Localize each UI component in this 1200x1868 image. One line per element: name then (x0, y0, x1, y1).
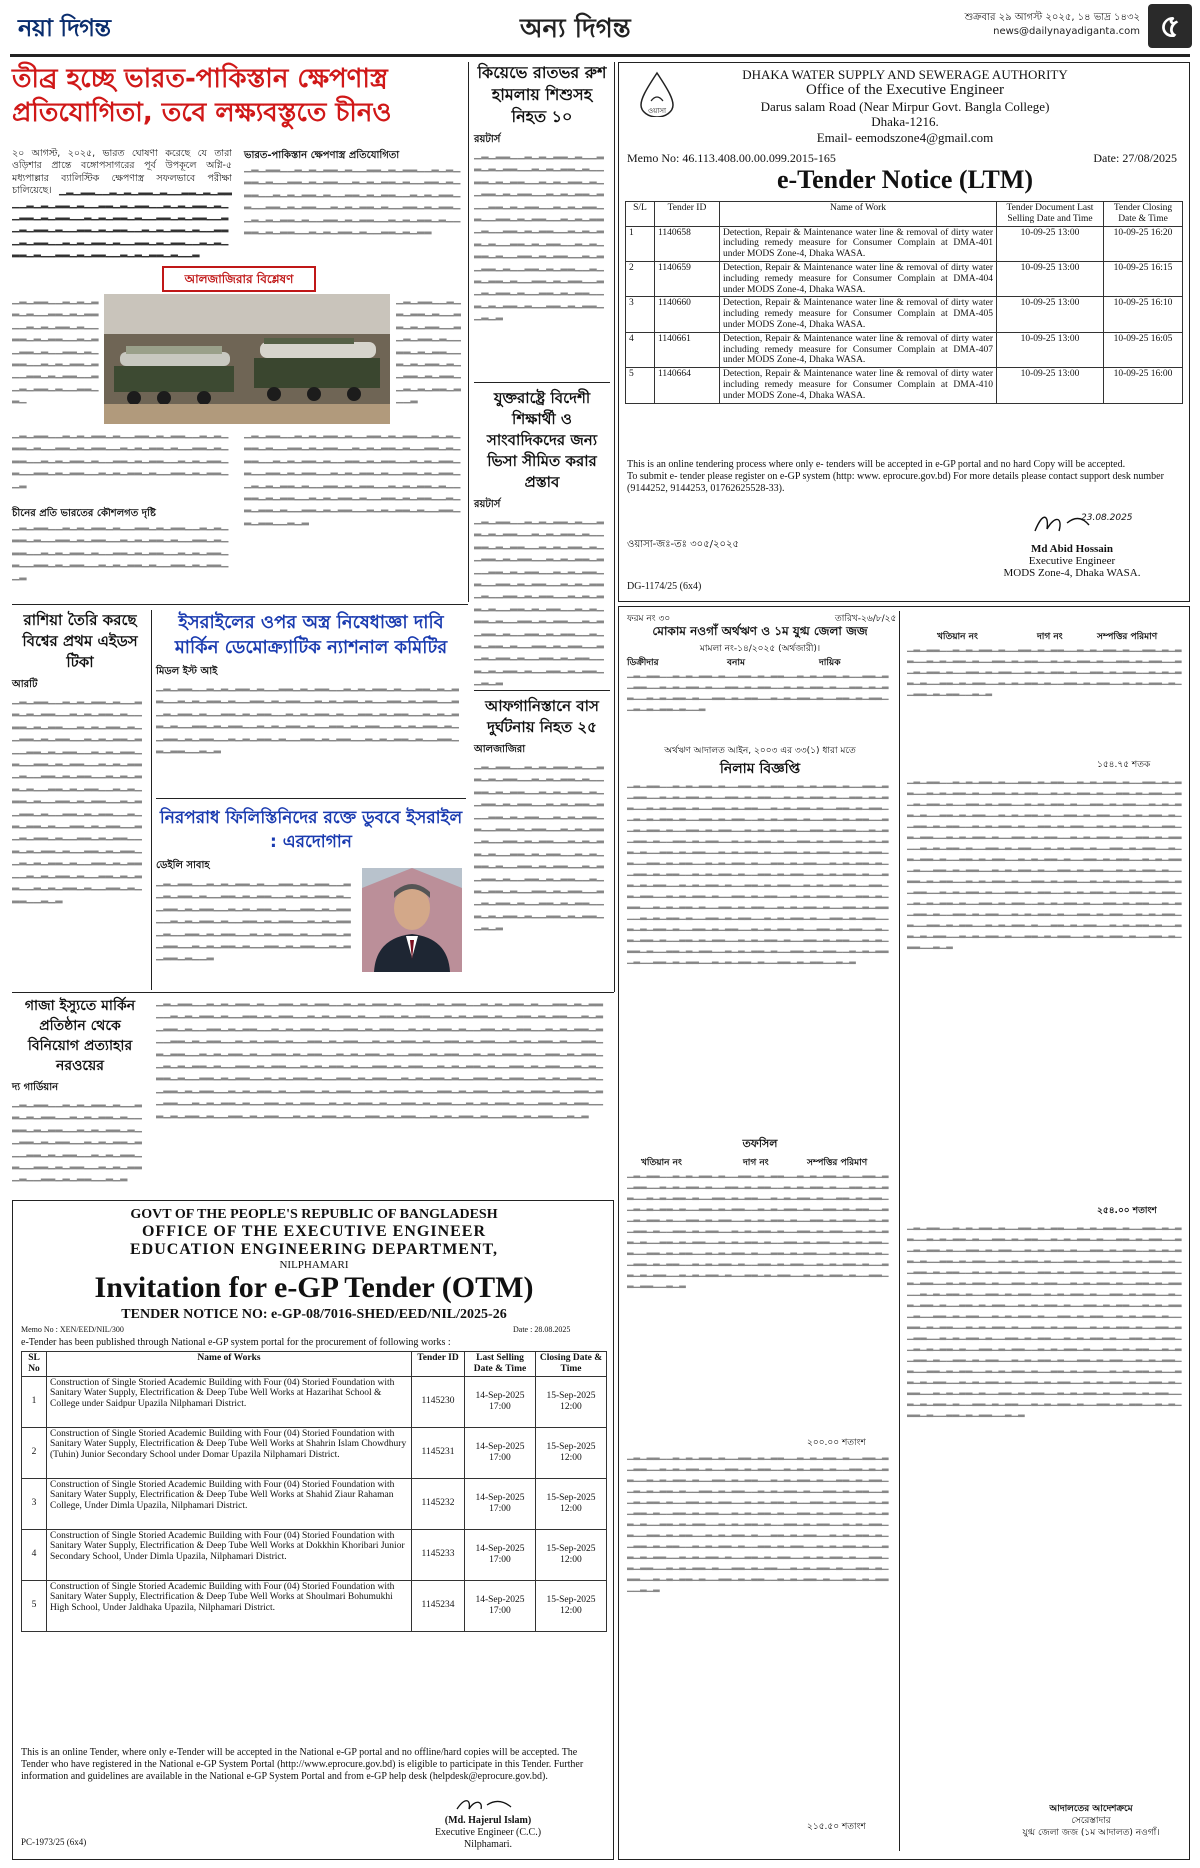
cell-selling: 10-09-25 13:00 (997, 261, 1104, 296)
egp-table-header (22, 1352, 607, 1377)
court-col-divider (899, 611, 900, 1851)
egp-govt: GOVT OF THE PEOPLE'S REPUBLIC OF BANGLADESH (130, 1207, 498, 1222)
cell-id: 1145231 (412, 1427, 465, 1478)
cell-work: Construction of Single Storied Academic Building with Four (04) Storied Foundation with Sanitary Water Supply, Electrification & Deep Tube Well Works at Dokkhin Khoribari Junior Secondary School, Under Dimla Upazila, Nilphamari District. (47, 1529, 412, 1580)
russia-body: ▁▂▁▂▂▁▁▂▁▂▁▂▂▁▂▁▁▂▂▁▂▁▂▂▁▁▂▁▂▁▂▂▁▂▁▁▂▂▁▂▁▂▂▁▁▂▁▂▁▂▂▁▂▁▁▂▂▁▂▁▂▂▁▁▂▁▂▁▂▂▁▂▁▁▂▂▁▂▁▂▂▁▁▂▁▂▁▂▂▁▂▁▁▂▂▁▂▁▂▂▁▁▂▁▂▁▂▂▁▂▁▁▂▂▁▂▁▂▂▁▁▂▁▂▁▂▂▁▂▁▁▂▂▁▂▁▂▂▁▁▂▁▂▁▂▂▁▂▁▁▂▂▁▂▁▂▂▁▁▂▁▂▁▂▂▁▂▁▁▂▂▁▂▁▂▂▁▁▂▁▂▁▂▂▁▂▁▁▂▂▁▂▁▂▂▁▁▂▁▂▁▂▂▁▂▁▁▂▂▁▂▁▂▂▁▁▂▁▂▁▂▂▁▂▁▁▂▂▁▂▁▂▂▁▁▂▁▂ (474, 149, 604, 322)
egp-signature (453, 1795, 533, 1815)
cell-work: Detection, Repair & Maintenance water line & removal of dirty water including remedy measure for Consumer Complain at DMA-405 under MODS Zone-4, Dhaka WASA. (720, 297, 997, 332)
sched-right-total-2: ২৫৪.০০ শতাংশ (1097, 1206, 1157, 1216)
dwasa-title: e-Tender Notice (LTM) (776, 165, 1034, 194)
lead-story (12, 62, 464, 602)
cell-id: 1145230 (412, 1376, 465, 1427)
court-notice-title: নিলাম বিজ্ঞপ্তি (719, 761, 801, 777)
rule-us-afghan (474, 690, 610, 691)
erdogan-body: ▁▂▁▂▂▁▁▂▁▂▁▂▂▁▂▁▁▂▂▁▂▁▂▂▁▁▂▁▂▁▂▂▁▂▁▁▂▂▁▂▁▂▂▁▁▂▁▂▁▂▂▁▂▁▁▂▂▁▂▁▂▂▁▁▂▁▂▁▂▂▁▂▁▁▂▂▁▂▁▂▂▁▁▂▁▂▁▂▂▁▂▁▁▂▂▁▂▁▂▂▁▁▂▁▂▁▂▂▁▂▁▁▂▂▁▂▁▂▂▁▁▂▁▂▁▂▂▁▂▁▁▂▂▁▂▁▂▂▁▁▂▁▂▁▂▂▁▂▁▁▂▂▁▂▁▂▂▁▁▂▁▂▁▂▂▁▂▁▁▂ (156, 876, 351, 962)
signatory-office: MODS Zone-4, Dhaka WASA. (1003, 567, 1141, 579)
lead-headline-line2[interactable]: প্রতিযোগিতা, তবে লক্ষ্যবস্তুতে চীনও (12, 98, 392, 128)
israel-source: মিডল ইস্ট আই (156, 666, 218, 677)
sched-right-h3: সম্পত্তির পরিমাণ (1097, 632, 1158, 642)
missile-parade-image (104, 294, 390, 424)
cell-closing: 15-Sep-2025 12:00 (536, 1376, 607, 1427)
table-row (626, 368, 1183, 403)
rule-israel-erdogan (156, 798, 466, 799)
us-visa-story (474, 388, 610, 688)
vaccine-source: আরটি (12, 679, 38, 690)
cell-closing: 15-Sep-2025 12:00 (536, 1529, 607, 1580)
lead-headline-line1[interactable]: তীব্র হচ্ছে ভারত-পাকিস্তান ক্ষেপণাস্ত্র (12, 64, 388, 94)
portrait-image (362, 868, 462, 972)
erdogan-story (156, 806, 466, 992)
court-sign-block (999, 1803, 1183, 1839)
lead-body-bottom-right: ▁▂▁▂▂▁▁▂▁▂▁▂▂▁▂▁▁▂▂▁▂▁▂▂▁▁▂▁▂▁▂▂▁▂▁▁▂▂▁▂▁▂▂▁▁▂▁▂▁▂▂▁▂▁▁▂▂▁▂▁▂▂▁▁▂▁▂▁▂▂▁▂▁▁▂▂▁▂▁▂▂▁▁▂▁▂▁▂▂▁▂▁▁▂▂▁▂▁▂▂▁▁▂▁▂▁▂▂▁▂▁▁▂▂▁▂▁▂▂▁▁▂▁▂▁▂▂▁▂▁▁▂▂▁▂▁▂▂▁▁▂▁▂▁▂▂▁▂▁▁▂▂▁▂▁▂▂▁▁▂▁▂▁▂▂▁▂▁▁▂▂▁▂▁▂▂▁▁▂▁▂▁▂▂▁▂▁▁▂▂▁▂▁▂▂▁▁▂▁▂▁▂▂▁▂▁▁▂▂▁▂▁▂▂▁▁▂▁▂ (244, 428, 461, 526)
gaza-body: ▁▂▁▂▂▁▁▂▁▂▁▂▂▁▂▁▁▂▂▁▂▁▂▂▁▁▂▁▂▁▂▂▁▂▁▁▂▂▁▂▁▂▂▁▁▂▁▂▁▂▂▁▂▁▁▂▂▁▂▁▂▂▁▁▂▁▂▁▂▂▁▂▁▁▂▂▁▂▁▂▂▁▁▂▁▂▁▂▂▁▂▁▁▂▂▁▂▁▂▂▁▁▂▁▂▁▂▂▁▂▁▁▂▂▁▂▁▂▂▁▁▂▁▂ (12, 1097, 142, 1183)
court-auction-notice (618, 606, 1190, 1860)
cell-selling: 10-09-25 13:00 (997, 226, 1104, 261)
cell-sl: 1 (22, 1376, 47, 1427)
egp-signatory (373, 1815, 603, 1851)
sched-left-body: ▁▂▁▂▂▁▁▂▁▂▁▂▂▁▂▁▁▂▂▁▂▁▂▂▁▁▂▁▂▁▂▂▁▂▁▁▂▂▁▂▁▂▂▁▁▂▁▂▁▂▂▁▂▁▁▂▂▁▂▁▂▂▁▁▂▁▂▁▂▂▁▂▁▁▂▂▁▂▁▂▂▁▁▂▁▂▁▂▂▁▂▁▁▂▂▁▂▁▂▂▁▁▂▁▂▁▂▂▁▂▁▁▂▂▁▂▁▂▂▁▁▂▁▂▁▂▂▁▂▁▁▂▂▁▂▁▂▂▁▁▂▁▂▁▂▂▁▂▁▁▂▂▁▂▁▂▂▁▁▂▁▂▁▂▂▁▂▁▁▂▂▁▂▁▂▂▁▁▂▁▂▁▂▂▁▂▁▁▂▂▁▂▁▂▂▁▁▂▁▂▁▂▂▁▂▁▁▂▂▁▂▁▂▂▁▁▂▁▂▁▂▂▁▂▁▁▂▂▁▂▁▂▂▁▁▂▁▂▁▂▂▁▂▁▁▂▂▁▂▁▂▂▁▁▂▁▂▁▂▂▁▂▁▁▂▂▁▂▁▂▂▁▁▂▁▂▁▂▂▁▂▁▁▂▂▁▂▁▂▂▁▁▂▁▂▁▂▂▁▂▁▁▂▂▁▂▁▂▂▁▁▂▁▂▁▂▂▁▂▁▁▂▂▁▂▁▂▂▁▁▂▁▂▁▂▂▁▂▁▁▂▂▁▂▁▂▂▁▁▂▁▂▁▂▂▁▂▁▁▂▂▁▂▁▂▂▁▁▂▁▂▁▂▂▁▂▁▁▂▂▁▂▁▂▂▁▁▂▁▂▁▂▂▁▂▁▁▂▂▁▂▁▂▂▁▁▂▁▂ (627, 1169, 889, 1289)
egp-tender-notice (12, 1200, 614, 1860)
cell-closing: 10-09-25 16:10 (1104, 297, 1183, 332)
table-row (22, 1478, 607, 1529)
egp-signatory-name: (Md. Hajerul Islam) (444, 1815, 532, 1826)
erdogan-headline[interactable]: নিরপরাধ ফিলিস্তিনিদের রক্তে ডুববে ইসরাইল : এরদোগান (159, 808, 463, 852)
dwasa-tender-table (625, 201, 1183, 404)
afghan-source: আলজাজিরা (474, 744, 526, 755)
rule-lead-bottom (12, 604, 468, 605)
vaccine-headline[interactable]: রাশিয়া তৈরি করছে বিশ্বের প্রথম এইডস টিকা (22, 611, 138, 671)
russia-story (474, 62, 610, 380)
court-parties: ▁▂▁▂▂▁▁▂▁▂▁▂▂▁▂▁▁▂▂▁▂▁▂▂▁▁▂▁▂▁▂▂▁▂▁▁▂▂▁▂▁▂▂▁▁▂▁▂▁▂▂▁▂▁▁▂▂▁▂▁▂▂▁▁▂▁▂▁▂▂▁▂▁▁▂▂▁▂▁▂▂▁▁▂▁▂▁▂▂▁▂▁▁▂▂▁▂▁▂▂▁▁▂▁▂▁▂▂▁▂▁▁▂▂▁▂▁▂▂▁▁▂▁▂▁▂▂▁▂▁▁▂ (627, 669, 889, 712)
cell-sl: 3 (22, 1478, 47, 1529)
contact-email[interactable]: news@dailynayadiganta.com (993, 26, 1140, 37)
israel-headline[interactable]: ইসরাইলের ওপর অস্ত্র নিষেধাজ্ঞা দাবি মার্কিন ডেমোক্র্যাটিক ন্যাশনাল কমিটির (174, 612, 448, 658)
cell-id: 1140659 (655, 261, 720, 296)
lead-body-bottom-left: ▁▂▁▂▂▁▁▂▁▂▁▂▂▁▂▁▁▂▂▁▂▁▂▂▁▁▂▁▂▁▂▂▁▂▁▁▂▂▁▂▁▂▂▁▁▂▁▂▁▂▂▁▂▁▁▂▂▁▂▁▂▂▁▁▂▁▂▁▂▂▁▂▁▁▂▂▁▂▁▂▂▁▁▂▁▂▁▂▂▁▂▁▁▂▂▁▂▁▂▂▁▁▂▁▂▁▂▂▁▂▁▁▂▂▁▂▁▂▂▁▁▂ (12, 428, 229, 489)
table-row (22, 1529, 607, 1580)
vaccine-body: ▁▂▁▂▂▁▁▂▁▂▁▂▂▁▂▁▁▂▂▁▂▁▂▂▁▁▂▁▂▁▂▂▁▂▁▁▂▂▁▂▁▂▂▁▁▂▁▂▁▂▂▁▂▁▁▂▂▁▂▁▂▂▁▁▂▁▂▁▂▂▁▂▁▁▂▂▁▂▁▂▂▁▁▂▁▂▁▂▂▁▂▁▁▂▂▁▂▁▂▂▁▁▂▁▂▁▂▂▁▂▁▁▂▂▁▂▁▂▂▁▁▂▁▂▁▂▂▁▂▁▁▂▂▁▂▁▂▂▁▁▂▁▂▁▂▂▁▂▁▁▂▂▁▂▁▂▂▁▁▂▁▂▁▂▂▁▂▁▁▂▂▁▂▁▂▂▁▁▂▁▂▁▂▂▁▂▁▁▂▂▁▂▁▂▂▁▁▂▁▂▁▂▂▁▂▁▁▂▂▁▂▁▂▂▁▁▂▁▂▁▂▂▁▂▁▁▂▂▁▂▁▂▂▁▁▂▁▂▁▂▂▁▂▁▁▂▂▁▂▁▂▂▁▁▂▁▂▁▂▂▁▂▁▁▂▂▁▂▁▂▂▁▁▂▁▂▁▂▂▁▂▁▁▂▂▁▂▁▂▂▁▁▂▁▂ (12, 694, 142, 904)
court-act: অর্থঋণ আদালত আইন, ২০০৩ এর ৩৩(১) ধারা মতে (664, 746, 856, 756)
court-debtor: দায়িক (819, 658, 841, 668)
cell-selling: 14-Sep-2025 17:00 (465, 1529, 536, 1580)
table-row (626, 332, 1183, 367)
wasa-logo-text: ওয়াসা (648, 107, 666, 115)
dwasa-memo: Memo No: 46.113.408.00.00.099.2015-165 (627, 151, 836, 165)
erdogan-photo[interactable] (362, 868, 462, 972)
erdogan-source: ডেইলি সাবাহ (156, 860, 210, 871)
lead-body-intro: ২০ আগস্ট, ২০২৫, ভারত ঘোষণা করেছে যে তারা ওড়িশার প্রান্তে বঙ্গোপসাগরের পূর্ব উপকূলে অগ্নি-৫ মধ্যপাল্লার ব্যালিস্টিক ক্ষেপণাস্ত্র সফলভাবে পরীক্ষা চালিয়েছে। (12, 148, 232, 197)
dwasa-signature (1029, 509, 1139, 537)
court-sign-role: সেরেস্তাদার (1071, 1816, 1111, 1826)
court-versus: বনাম (727, 658, 745, 668)
egp-pc-ref: PC-1973/25 (6x4) (21, 1837, 87, 1847)
sched-right-body-2: ▁▂▁▂▂▁▁▂▁▂▁▂▂▁▂▁▁▂▂▁▂▁▂▂▁▁▂▁▂▁▂▂▁▂▁▁▂▂▁▂▁▂▂▁▁▂▁▂▁▂▂▁▂▁▁▂▂▁▂▁▂▂▁▁▂▁▂▁▂▂▁▂▁▁▂▂▁▂▁▂▂▁▁▂▁▂▁▂▂▁▂▁▁▂▂▁▂▁▂▂▁▁▂▁▂▁▂▂▁▂▁▁▂▂▁▂▁▂▂▁▁▂▁▂▁▂▂▁▂▁▁▂▂▁▂▁▂▂▁▁▂▁▂▁▂▂▁▂▁▁▂▂▁▂▁▂▂▁▁▂▁▂▁▂▂▁▂▁▁▂▂▁▂▁▂▂▁▁▂▁▂▁▂▂▁▂▁▁▂▂▁▂▁▂▂▁▁▂▁▂▁▂▂▁▂▁▁▂▂▁▂▁▂▂▁▁▂▁▂▁▂▂▁▂▁▁▂▂▁▂▁▂▂▁▁▂▁▂▁▂▂▁▂▁▁▂▂▁▂▁▂▂▁▁▂▁▂▁▂▂▁▂▁▁▂▂▁▂▁▂▂▁▁▂▁▂▁▂▂▁▂▁▁▂▂▁▂▁▂▂▁▁▂▁▂▁▂▂▁▂▁▁▂▂▁▂▁▂▂▁▁▂▁▂▁▂▂▁▂▁▁▂▂▁▂▁▂▂▁▁▂▁▂▁▂▂▁▂▁▁▂▂▁▂▁▂▂▁▁▂▁▂▁▂▂▁▂▁▁▂▂▁▂▁▂▂▁▁▂▁▂▁▂▂▁▂▁▁▂▂▁▂▁▂▂▁▁▂▁▂▁▂▂▁▂▁▁▂▂▁▂▁▂▂▁▁▂▁▂▁▂▂▁▂▁▁▂▂▁▂▁▂▂▁▁▂▁▂▁▂▂▁▂▁▁▂▂▁▂▁▂▂▁▁▂▁▂▁▂▂▁▂▁▁▂▂▁▂▁▂▂▁▁▂▁▂▁▂▂▁▂▁▁▂▂▁▂▁▂▂▁▁▂▁▂▁▂▂▁▂▁▁▂▂▁▂▁▂▂▁▁▂▁▂▁▂▂▁▂▁▁▂▂▁▂▁▂▂▁▁▂▁▂▁▂▂▁▂▁▁▂▂▁▂▁▂▂▁▁▂▁▂▁▂▂▁▂▁▁▂▂▁▂▁▂▂▁▁▂▁▂▁▂▂▁▂▁▁▂▂▁▂▁▂▂▁▁▂▁▂▁▂▂▁▂▁▁▂▂▁▂▁▂▂▁▁▂▁▂▁▂▂▁▂▁▁▂▂▁▂▁▂▂▁▁▂▁▂▁▂▂▁▂▁▁▂▂▁▂▁▂▂▁▁▂▁▂ (907, 775, 1182, 950)
israel-story (156, 610, 466, 796)
erdogan-body-continued: ▁▂▁▂▂▁▁▂▁▂▁▂▂▁▂▁▁▂▂▁▂▁▂▂▁▁▂▁▂▁▂▂▁▂▁▁▂▂▁▂▁▂▂▁▁▂▁▂▁▂▂▁▂▁▁▂▂▁▂▁▂▂▁▁▂▁▂▁▂▂▁▂▁▁▂▂▁▂▁▂▂▁▁▂▁▂▁▂▂▁▂▁▁▂▂▁▂▁▂▂▁▁▂▁▂▁▂▂▁▂▁▁▂▂▁▂▁▂▂▁▁▂▁▂▁▂▂▁▂▁▁▂▂▁▂▁▂▂▁▁▂▁▂▁▂▂▁▂▁▁▂▂▁▂▁▂▂▁▁▂▁▂▁▂▂▁▂▁▁▂▂▁▂▁▂▂▁▁▂▁▂▁▂▂▁▂▁▁▂▂▁▂▁▂▂▁▁▂▁▂▁▂▂▁▂▁▁▂▂▁▂▁▂▂▁▁▂▁▂▁▂▂▁▂▁▁▂▂▁▂▁▂▂▁▁▂▁▂▁▂▂▁▂▁▁▂▂▁▂▁▂▂▁▁▂▁▂▁▂▂▁▂▁▁▂▂▁▂▁▂▂▁▁▂▁▂▁▂▂▁▂▁▁▂▂▁▂▁▂▂▁▁▂▁▂▁▂▂▁▂▁▁▂▂▁▂▁▂▂▁▁▂▁▂▁▂▂▁▂▁▁▂▂▁▂▁▂▂▁▁▂▁▂▁▂▂▁▂▁▁▂▂▁▂▁▂▂▁▁▂▁▂▁▂▂▁▂▁▁▂▂▁▂▁▂▂▁▁▂▁▂▁▂▂▁▂▁▁▂▂▁▂▁▂▂▁▁▂▁▂▁▂▂▁▂▁▁▂▂▁▂▁▂▂▁▁▂▁▂▁▂▂▁▂▁▁▂▂▁▂▁▂▂▁▁▂▁▂▁▂▂▁▂▁▁▂▂▁▂▁▂▂▁▁▂▁▂▁▂▂▁▂▁▁▂▂▁▂▁▂▂▁▁▂▁▂▁▂▂▁▂▁▁▂▂▁▂▁▂▂▁▁▂▁▂▁▂▂▁▂▁▁▂▂▁▂▁▂▂▁▁▂▁▂▁▂▂▁▂▁▁▂▂▁▂▁▂▂▁▁▂▁▂▁▂▂▁▂▁▁▂▂▁▂▁▂▂▁▁▂▁▂▁▂▂▁▂▁▁▂▂▁▂▁▂▂▁▁▂▁▂▁▂▂▁▂▁▁▂▂▁▂▁▂▂▁▁▂▁▂▁▂▂▁▂▁▁▂▂▁▂▁▂▂▁▁▂▁▂▁▂▂▁▂▁▁▂▂▁▂▁▂▂▁▁▂▁▂ (156, 996, 604, 1119)
col-closing: Tender Closing Date & Time (1104, 202, 1183, 227)
russia-headline[interactable]: কিয়েভে রাতভর রুশ হামলায় শিশুসহ নিহত ১০ (477, 63, 607, 126)
cell-selling: 14-Sep-2025 17:00 (465, 1580, 536, 1631)
sched-left-h3: সম্পত্তির পরিমাণ (807, 1158, 868, 1168)
cell-id: 1140661 (655, 332, 720, 367)
egp-office: OFFICE OF THE EXECUTIVE ENGINEER (141, 1223, 487, 1240)
cell-work: Detection, Repair & Maintenance water line & removal of dirty water including remedy measure for Consumer Complain at DMA-401 under MODS Zone-4, Dhaka WASA. (720, 226, 997, 261)
lead-body-text: ▁▂▁▂▂▁▁▂▁▂▁▂▂▁▂▁▁▂▂▁▂▁▂▂▁▁▂▁▂▁▂▂▁▂▁▁▂▂▁▂▁▂▂▁▁▂▁▂▁▂▂▁▂▁▁▂▂▁▂▁▂▂▁▁▂▁▂▁▂▂▁▂▁▁▂▂▁▂▁▂▂▁▁▂▁▂▁▂▂▁▂▁▁▂▂▁▂▁▂▂▁▁▂▁▂▁▂▂▁▂▁▁▂▂▁▂▁▂▂▁▁▂▁▂▁▂▂▁▂▁▁▂▂▁▂▁▂▂▁▁▂▁▂▁▂▂▁▂▁▁▂▂▁▂▁▂▂▁▁▂▁▂▁▂▂▁▂▁▁▂ (12, 185, 232, 259)
signature-date: 23.08.2025 (1081, 513, 1133, 523)
dwasa-dg-ref: DG-1174/25 (6x4) (627, 581, 702, 592)
rule-russia-us (474, 382, 610, 383)
sched-right-h1: খতিয়ান নং (937, 632, 978, 642)
sched-right-h2: দাগ নং (1037, 632, 1063, 642)
court-notice-body: ▁▂▁▂▂▁▁▂▁▂▁▂▂▁▂▁▁▂▂▁▂▁▂▂▁▁▂▁▂▁▂▂▁▂▁▁▂▂▁▂▁▂▂▁▁▂▁▂▁▂▂▁▂▁▁▂▂▁▂▁▂▂▁▁▂▁▂▁▂▂▁▂▁▁▂▂▁▂▁▂▂▁▁▂▁▂▁▂▂▁▂▁▁▂▂▁▂▁▂▂▁▁▂▁▂▁▂▂▁▂▁▁▂▂▁▂▁▂▂▁▁▂▁▂▁▂▂▁▂▁▁▂▂▁▂▁▂▂▁▁▂▁▂▁▂▂▁▂▁▁▂▂▁▂▁▂▂▁▁▂▁▂▁▂▂▁▂▁▁▂▂▁▂▁▂▂▁▁▂▁▂▁▂▂▁▂▁▁▂▂▁▂▁▂▂▁▁▂▁▂▁▂▂▁▂▁▁▂▂▁▂▁▂▂▁▁▂▁▂▁▂▂▁▂▁▁▂▂▁▂▁▂▂▁▁▂▁▂▁▂▂▁▂▁▁▂▂▁▂▁▂▂▁▁▂▁▂▁▂▂▁▂▁▁▂▂▁▂▁▂▂▁▁▂▁▂▁▂▂▁▂▁▁▂▂▁▂▁▂▂▁▁▂▁▂▁▂▂▁▂▁▁▂▂▁▂▁▂▂▁▁▂▁▂▁▂▂▁▂▁▁▂▂▁▂▁▂▂▁▁▂▁▂▁▂▂▁▂▁▁▂▂▁▂▁▂▂▁▁▂▁▂▁▂▂▁▂▁▁▂▂▁▂▁▂▂▁▁▂▁▂▁▂▂▁▂▁▁▂▂▁▂▁▂▂▁▁▂▁▂▁▂▂▁▂▁▁▂▂▁▂▁▂▂▁▁▂▁▂▁▂▂▁▂▁▁▂▂▁▂▁▂▂▁▁▂▁▂▁▂▂▁▂▁▁▂▂▁▂▁▂▂▁▁▂▁▂▁▂▂▁▂▁▁▂▂▁▂▁▂▂▁▁▂▁▂▁▂▂▁▂▁▁▂▂▁▂▁▂▂▁▁▂▁▂▁▂▂▁▂▁▁▂▂▁▂▁▂▂▁▁▂▁▂▁▂▂▁▂▁▁▂▂▁▂▁▂▂▁▁▂▁▂▁▂▂▁▂▁▁▂▂▁▂▁▂▂▁▁▂▁▂▁▂▂▁▂▁▁▂▂▁▂▁▂▂▁▁▂▁▂▁▂▂▁▂▁▁▂▂▁▂▁▂▂▁▁▂▁▂▁▂▂▁▂▁▁▂▂▁▂▁▂▂▁▁▂▁▂▁▂▂▁▂▁▁▂▂▁▂▁▂▂▁▁▂▁▂▁▂▂▁▂▁▁▂▂▁▂▁▂▂▁▁▂▁▂▁▂▂▁▂▁▁▂▂▁▂▁▂▂▁▁▂▁▂▁▂▂▁▂▁▁▂▂▁▂▁▂▂▁▁▂▁▂ (627, 779, 889, 965)
us-visa-body: ▁▂▁▂▂▁▁▂▁▂▁▂▂▁▂▁▁▂▂▁▂▁▂▂▁▁▂▁▂▁▂▂▁▂▁▁▂▂▁▂▁▂▂▁▁▂▁▂▁▂▂▁▂▁▁▂▂▁▂▁▂▂▁▁▂▁▂▁▂▂▁▂▁▁▂▂▁▂▁▂▂▁▁▂▁▂▁▂▂▁▂▁▁▂▂▁▂▁▂▂▁▁▂▁▂▁▂▂▁▂▁▁▂▂▁▂▁▂▂▁▁▂▁▂▁▂▂▁▂▁▁▂▂▁▂▁▂▂▁▁▂▁▂▁▂▂▁▂▁▁▂▂▁▂▁▂▂▁▁▂▁▂▁▂▂▁▂▁▁▂▂▁▂▁▂▂▁▁▂▁▂▁▂▂▁▂▁▁▂▂▁▂▁▂▂▁▁▂▁▂▁▂▂▁▂▁▁▂▂▁▂▁▂▂▁▁▂▁▂▁▂▂▁▂▁▁▂▂▁▂▁▂▂▁▁▂▁▂ (474, 514, 604, 687)
cell-sl: 4 (22, 1529, 47, 1580)
us-visa-source: রয়টার্স (474, 499, 501, 510)
dwasa-email[interactable]: Email- eemodszone4@gmail.com (816, 130, 994, 145)
cell-closing: 10-09-25 16:20 (1104, 226, 1183, 261)
table-row (626, 226, 1183, 261)
cell-id: 1140664 (655, 368, 720, 403)
egp-title: Invitation for e-GP Tender (OTM) (94, 1271, 534, 1304)
cell-sl: 2 (626, 261, 655, 296)
table-row (22, 1376, 607, 1427)
cell-id: 1145232 (412, 1478, 465, 1529)
egp-date: Date : 28.08.2025 (513, 1325, 571, 1334)
cell-id: 1145234 (412, 1580, 465, 1631)
lead-subhead: ভারত-পাকিস্তান ক্ষেপণাস্ত্র প্রতিযোগিতা (244, 150, 400, 161)
cell-work: Construction of Single Storied Academic Building with Four (04) Storied Foundation with Sanitary Water Supply, Electrification & Deep Tube Well Works at Hazarihat School & College under Saidpur Upazila Nilphamari District. (47, 1376, 412, 1427)
cell-sl: 1 (626, 226, 655, 261)
missile-photo[interactable] (104, 294, 390, 424)
dwasa-date: Date: 27/08/2025 (1093, 151, 1177, 165)
col-tender-id: Tender ID (655, 202, 720, 227)
cell-id: 1145233 (412, 1529, 465, 1580)
issue-date: শুক্রবার ২৯ আগস্ট ২০২৫, ১৪ ভাদ্র ১৪৩২ (964, 12, 1140, 23)
dwasa-office: Office of the Executive Engineer (806, 82, 1004, 98)
afghan-headline[interactable]: আফগানিস্তানে বাস দুর্ঘটনায় নিহত ২৫ (485, 697, 599, 736)
egp-signatory-title: Executive Engineer (C.C.) (434, 1827, 542, 1838)
col-work: Name of Works (47, 1352, 412, 1377)
cell-selling: 10-09-25 13:00 (997, 297, 1104, 332)
cell-selling: 14-Sep-2025 17:00 (465, 1478, 536, 1529)
col-divider-right (614, 62, 615, 992)
cell-work: Construction of Single Storied Academic Building with Four (04) Storied Foundation with Sanitary Water Supply, Electrification & Deep Tube Well Works at Shahid Ziaur Rahaman College, Under Dimla Upazila, Nilphamari District. (47, 1478, 412, 1529)
cell-id: 1140660 (655, 297, 720, 332)
table-row (22, 1427, 607, 1478)
cell-selling: 14-Sep-2025 17:00 (465, 1376, 536, 1427)
egp-signatory-place: Nilphamari. (463, 1839, 513, 1850)
gaza-source: দ্য গার্ডিয়ান (12, 1082, 59, 1093)
dwasa-wasa-ref: ওয়াসা-জঃ-তঃ ৩০৫/২০২৫ (627, 539, 740, 550)
lead-body-left-wrap: ▁▂▁▂▂▁▁▂▁▂▁▂▂▁▂▁▁▂▂▁▂▁▂▂▁▁▂▁▂▁▂▂▁▂▁▁▂▂▁▂▁▂▂▁▁▂▁▂▁▂▂▁▂▁▁▂▂▁▂▁▂▂▁▁▂▁▂▁▂▂▁▂▁▁▂▂▁▂▁▂▂▁▁▂▁▂▁▂▂▁▂▁▁▂▂▁▂▁ (12, 294, 99, 405)
col-selling: Last Selling Date & Time (465, 1352, 536, 1377)
israel-body: ▁▂▁▂▂▁▁▂▁▂▁▂▂▁▂▁▁▂▂▁▂▁▂▂▁▁▂▁▂▁▂▂▁▂▁▁▂▂▁▂▁▂▂▁▁▂▁▂▁▂▂▁▂▁▁▂▂▁▂▁▂▂▁▁▂▁▂▁▂▂▁▂▁▁▂▂▁▂▁▂▂▁▁▂▁▂▁▂▂▁▂▁▁▂▂▁▂▁▂▂▁▁▂▁▂▁▂▂▁▂▁▁▂▂▁▂▁▂▂▁▁▂▁▂▁▂▂▁▂▁▁▂▂▁▂▁▂▂▁▁▂▁▂▁▂▂▁▂▁▁▂▂▁▂▁▂▂▁▁▂▁▂▁▂▂▁▂▁▁▂▂▁▂▁▂▂▁▁▂▁▂▁▂▂▁▂▁▁▂▂▁▂▁▂▂▁▁▂▁▂▁▂▂▁▂▁▁▂▂▁▂▁▂▂▁▁▂▁▂ (156, 681, 459, 755)
cell-sl: 4 (626, 332, 655, 367)
col-sl: SL No (22, 1352, 47, 1377)
cell-selling: 10-09-25 13:00 (997, 368, 1104, 403)
col-work: Name of Work (720, 202, 997, 227)
egp-memo: Memo No : XEN/EED/NIL/300 (21, 1325, 124, 1334)
egp-district: NILPHAMARI (279, 1259, 349, 1271)
table-row (626, 297, 1183, 332)
court-form-no: ফরম নং ৩০ (627, 614, 671, 624)
court-sign-title: আদালতের আদেশক্রমে (1049, 1804, 1133, 1814)
dwasa-tender-notice (618, 62, 1190, 602)
lead-body-col2: ▁▂▁▂▂▁▁▂▁▂▁▂▂▁▂▁▁▂▂▁▂▁▂▂▁▁▂▁▂▁▂▂▁▂▁▁▂▂▁▂▁▂▂▁▁▂▁▂▁▂▂▁▂▁▁▂▂▁▂▁▂▂▁▁▂▁▂▁▂▂▁▂▁▁▂▂▁▂▁▂▂▁▁▂▁▂▁▂▂▁▂▁▁▂▂▁▂▁▂▂▁▁▂▁▂▁▂▂▁▂▁▁▂▂▁▂▁▂▂▁▁▂▁▂▁▂▂▁▂▁▁▂▂▁▂▁▂▂▁▁▂▁▂▁▂▂▁▂▁▁▂▂▁▂▁▂▂▁▁▂▁▂▁▂▂▁▂▁▁▂▂▁▂▁▂▂ (244, 162, 461, 236)
gaza-block (12, 996, 148, 1196)
cell-sl: 5 (22, 1580, 47, 1631)
court-date: তারিখ-২৬/৮/২৫ (835, 614, 897, 624)
sched-left-h2: দাগ নং (743, 1158, 769, 1168)
schedule-table-left (627, 1155, 893, 1845)
court-title: মোকাম নওগাঁ অর্থঋণ ও ১ম যুগ্ম জেলা জজ (652, 624, 868, 638)
afghan-story (474, 696, 610, 992)
analysis-tag-label: আলজাজিরার বিশ্লেষণ (184, 272, 294, 286)
egp-dept: EDUCATION ENGINEERING DEPARTMENT, (129, 1241, 499, 1258)
masthead (0, 0, 1200, 56)
col-tender-id: Tender ID (412, 1352, 465, 1377)
cell-closing: 10-09-25 16:15 (1104, 261, 1183, 296)
cell-selling: 14-Sep-2025 17:00 (465, 1427, 536, 1478)
court-case-no: মামলা নং-১৪/২০২৫ (অর্থজারী)। (699, 644, 821, 654)
lead-body-bottom-left-2: ▁▂▁▂▂▁▁▂▁▂▁▂▂▁▂▁▁▂▂▁▂▁▂▂▁▁▂▁▂▁▂▂▁▂▁▁▂▂▁▂▁▂▂▁▁▂▁▂▁▂▂▁▂▁▁▂▂▁▂▁▂▂▁▁▂▁▂▁▂▂▁▂▁▁▂▂▁▂▁▂▂▁▁▂▁▂▁▂▂▁▂▁▁▂▂▁▂▁▂▂▁▁▂▁▂▁▂▂▁▂▁▁▂▂▁▂▁▂▂▁▁▂ (12, 520, 229, 581)
cell-closing: 15-Sep-2025 12:00 (536, 1580, 607, 1631)
dwasa-address: Darus salam Road (Near Mirpur Govt. Bangla College) (760, 99, 1050, 114)
gaza-headline[interactable]: গাজা ইস্যুতে মার্কিন প্রতিষ্ঠান থেকে বিনিয়োগ প্রত্যাহার নরওয়ের (24, 998, 136, 1074)
sched-right-body-1: ▁▂▁▂▂▁▁▂▁▂▁▂▂▁▂▁▁▂▂▁▂▁▂▂▁▁▂▁▂▁▂▂▁▂▁▁▂▂▁▂▁▂▂▁▁▂▁▂▁▂▂▁▂▁▁▂▂▁▂▁▂▂▁▁▂▁▂▁▂▂▁▂▁▁▂▂▁▂▁▂▂▁▁▂▁▂▁▂▂▁▂▁▁▂▂▁▂▁▂▂▁▁▂▁▂▁▂▂▁▂▁▁▂▂▁▂▁▂▂▁▁▂▁▂▁▂▂▁▂▁▁▂▂▁▂▁▂▂▁▁▂▁▂▁▂▂▁▂▁▁▂▂▁▂▁▂▂▁▁▂▁▂▁▂▂▁▂▁▁▂▂▁▂▁▂▂▁▁▂▁▂ (907, 643, 1182, 697)
table-row (626, 261, 1183, 296)
col-sl: S/L (626, 202, 655, 227)
russia-source: রয়টার্স (474, 134, 501, 145)
dwasa-signatory (959, 543, 1185, 579)
cell-closing: 15-Sep-2025 12:00 (536, 1427, 607, 1478)
vaccine-story (12, 610, 148, 986)
section-title: অন্য দিগন্ত (520, 14, 631, 44)
cell-work: Detection, Repair & Maintenance water line & removal of dirty water including remedy measure for Consumer Complain at DMA-407 under MODS Zone-4, Dhaka WASA. (720, 332, 997, 367)
egp-notice-no: TENDER NOTICE NO: e-GP-08/7016-SHED/EED/NIL/2025-26 (121, 1307, 507, 1322)
court-sign-court: যুগ্ম জেলা জজ (১ম আদালত) নওগাঁ। (1022, 1828, 1160, 1838)
afghan-body: ▁▂▁▂▂▁▁▂▁▂▁▂▂▁▂▁▁▂▂▁▂▁▂▂▁▁▂▁▂▁▂▂▁▂▁▁▂▂▁▂▁▂▂▁▁▂▁▂▁▂▂▁▂▁▁▂▂▁▂▁▂▂▁▁▂▁▂▁▂▂▁▂▁▁▂▂▁▂▁▂▂▁▁▂▁▂▁▂▂▁▂▁▁▂▂▁▂▁▂▂▁▁▂▁▂▁▂▂▁▂▁▁▂▂▁▂▁▂▂▁▁▂▁▂▁▂▂▁▂▁▁▂▂▁▂▁▂▂▁▁▂▁▂▁▂▂▁▂▁▁▂▂▁▂▁▂▂▁▁▂▁▂▁▂▂▁▂▁▁▂▂▁▂▁▂▂▁▁▂▁▂▁▂▂▁▂▁▁▂▂▁▂▁▂▂▁▁▂▁▂▁▂▂▁▂▁▁▂▂▁▂▁▂▂▁▁▂▁▂▁▂▂▁▂▁▁▂▂▁▂▁▂▂▁▁▂▁▂ (474, 759, 604, 932)
cell-sl: 5 (626, 368, 655, 403)
dwasa-table-header (626, 202, 1183, 227)
egp-table-wrap (21, 1351, 607, 1632)
col-selling: Tender Document Last Selling Date and Time (997, 202, 1104, 227)
cell-work: Detection, Repair & Maintenance water line & removal of dirty water including remedy measure for Consumer Complain at DMA-410 under MODS Zone-4, Dhaka WASA. (720, 368, 997, 403)
dwasa-city: Dhaka-1216. (871, 114, 939, 129)
col-closing: Closing Date & Time (536, 1352, 607, 1377)
sched-left-total-1: ২০০.০০ শতাংশ (807, 1438, 866, 1448)
egp-footer: This is an online Tender, where only e-Tender will be accepted in the National e-GP portal and no offline/hard copies will be accepted. The Tender who have registered in the National e-GP System Portal (http://www.eprocure.gov.bd) is eligible to participate in this Tender. Further information and guidelines are available in the National e-GP System Portal and from e-GP help desk (helpdesk@eprocure.gov.bd). (21, 1747, 584, 1782)
table-row (22, 1580, 607, 1631)
lead-subhead-china: চীনের প্রতি ভারতের কৌশলগত দৃষ্টি (12, 508, 156, 519)
page-number-badge (1148, 4, 1192, 48)
lead-body-right-wrap: ▁▂▁▂▂▁▁▂▁▂▁▂▂▁▂▁▁▂▂▁▂▁▂▂▁▁▂▁▂▁▂▂▁▂▁▁▂▂▁▂▁▂▂▁▁▂▁▂▁▂▂▁▂▁▁▂▂▁▂▁▂▂▁▁▂▁▂▁▂▂▁▂▁▁▂ (396, 294, 461, 405)
cell-sl: 2 (22, 1427, 47, 1478)
cell-closing: 10-09-25 16:00 (1104, 368, 1183, 403)
dwasa-footer-1: This is an online tendering process where only e- tenders will be accepted in e-GP portal and no hard Copy will be accepted. (627, 459, 1126, 470)
cell-sl: 3 (626, 297, 655, 332)
cell-closing: 10-09-25 16:05 (1104, 332, 1183, 367)
schedule-table-right (907, 615, 1183, 1795)
egp-table (21, 1351, 607, 1632)
sched-left-total-2: ২১৫.৫০ শতাংশ (807, 1822, 866, 1832)
analysis-tag (162, 266, 316, 292)
sched-left-body-2: ▁▂▁▂▂▁▁▂▁▂▁▂▂▁▂▁▁▂▂▁▂▁▂▂▁▁▂▁▂▁▂▂▁▂▁▁▂▂▁▂▁▂▂▁▁▂▁▂▁▂▂▁▂▁▁▂▂▁▂▁▂▂▁▁▂▁▂▁▂▂▁▂▁▁▂▂▁▂▁▂▂▁▁▂▁▂▁▂▂▁▂▁▁▂▂▁▂▁▂▂▁▁▂▁▂▁▂▂▁▂▁▁▂▂▁▂▁▂▂▁▁▂▁▂▁▂▂▁▂▁▁▂▂▁▂▁▂▂▁▁▂▁▂▁▂▂▁▂▁▁▂▂▁▂▁▂▂▁▁▂▁▂▁▂▂▁▂▁▁▂▂▁▂▁▂▂▁▁▂▁▂▁▂▂▁▂▁▁▂▂▁▂▁▂▂▁▁▂▁▂▁▂▂▁▂▁▁▂▂▁▂▁▂▂▁▁▂▁▂▁▂▂▁▂▁▁▂▂▁▂▁▂▂▁▁▂▁▂▁▂▂▁▂▁▁▂▂▁▂▁▂▂▁▁▂▁▂▁▂▂▁▂▁▁▂▂▁▂▁▂▂▁▁▂▁▂▁▂▂▁▂▁▁▂▂▁▂▁▂▂▁▁▂▁▂▁▂▂▁▂▁▁▂▂▁▂▁▂▂▁▁▂▁▂▁▂▂▁▂▁▁▂▂▁▂▁▂▂▁▁▂▁▂▁▂▂▁▂▁▁▂▂▁▂▁▂▂▁▁▂▁▂▁▂▂▁▂▁▁▂▂▁▂▁▂▂▁▁▂▁▂▁▂▂▁▂▁▁▂▂▁▂▁▂▂▁▁▂▁▂▁▂▂▁▂▁▁▂▂▁▂▁▂▂▁▁▂▁▂▁▂▂▁▂▁▁▂▂▁▂▁▂▂▁▁▂▁▂▁▂▂▁▂▁▁▂▂▁▂▁▂▂▁▁▂▁▂▁▂▂▁▂▁▁▂▂▁▂▁▂▂▁▁▂▁▂▁▂▂▁▂▁▁▂▂▁▂▁▂▂▁▁▂▁▂ (627, 1451, 889, 1593)
cell-closing: 15-Sep-2025 12:00 (536, 1478, 607, 1529)
masthead-rule (10, 54, 1190, 57)
dwasa-authority: DHAKA WATER SUPPLY AND SEWERAGE AUTHORITY (742, 67, 1068, 82)
court-decree-holder: ডিক্রীদার (627, 658, 659, 668)
court-schedule-title: তফসিল (742, 1137, 778, 1150)
newspaper-logo[interactable]: নয়া দিগন্ত (18, 14, 111, 42)
rule-vaccine-gaza (12, 992, 614, 993)
cell-work: Construction of Single Storied Academic Building with Four (04) Storied Foundation with Sanitary Water Supply, Electrification & Deep Tube Well Works at Shahrin Islam Chowdhury (Tuhin) Junior Secondary School under Domar Upazila Nilphamari District. (47, 1427, 412, 1478)
cell-work: Detection, Repair & Maintenance water line & removal of dirty water including remedy measure for Consumer Complain at DMA-404 under MODS Zone-4, Dhaka WASA. (720, 261, 997, 296)
us-visa-headline[interactable]: যুক্তরাষ্ট্রে বিদেশী শিক্ষার্থী ও সাংবাদিকদের জন্য ভিসা সীমিত করার প্রস্তাব (486, 389, 598, 491)
signatory-title: Executive Engineer (1028, 555, 1116, 567)
col-divider-lead (468, 62, 469, 602)
cell-work: Construction of Single Storied Academic Building with Four (04) Storied Foundation with Sanitary Water Supply, Electrification & Deep Tube Well Works at Shoulmari Bohumukhi High School, Under Jaldhaka Upazila, Nilphamari District. (47, 1580, 412, 1631)
sched-left-h1: খতিয়ান নং (641, 1158, 682, 1168)
col-divider-vaccine (151, 610, 152, 990)
egp-intro: e-Tender has been published through National e-GP system portal for the procurement of following works : (21, 1337, 451, 1348)
dwasa-table (625, 201, 1183, 404)
cell-selling: 10-09-25 13:00 (997, 332, 1104, 367)
dwasa-footer-2: To submit e- tender please register on e-GP system (http: www. eprocure.gov.bd) For more details please contact support desk number (9144252, 9144253, 01762625528-33). (627, 471, 1164, 494)
sched-right-total-1: ১৫৪.৭৫ শতক (1097, 760, 1151, 770)
sched-right-body-3: ▁▂▁▂▂▁▁▂▁▂▁▂▂▁▂▁▁▂▂▁▂▁▂▂▁▁▂▁▂▁▂▂▁▂▁▁▂▂▁▂▁▂▂▁▁▂▁▂▁▂▂▁▂▁▁▂▂▁▂▁▂▂▁▁▂▁▂▁▂▂▁▂▁▁▂▂▁▂▁▂▂▁▁▂▁▂▁▂▂▁▂▁▁▂▂▁▂▁▂▂▁▁▂▁▂▁▂▂▁▂▁▁▂▂▁▂▁▂▂▁▁▂▁▂▁▂▂▁▂▁▁▂▂▁▂▁▂▂▁▁▂▁▂▁▂▂▁▂▁▁▂▂▁▂▁▂▂▁▁▂▁▂▁▂▂▁▂▁▁▂▂▁▂▁▂▂▁▁▂▁▂▁▂▂▁▂▁▁▂▂▁▂▁▂▂▁▁▂▁▂▁▂▂▁▂▁▁▂▂▁▂▁▂▂▁▁▂▁▂▁▂▂▁▂▁▁▂▂▁▂▁▂▂▁▁▂▁▂▁▂▂▁▂▁▁▂▂▁▂▁▂▂▁▁▂▁▂▁▂▂▁▂▁▁▂▂▁▂▁▂▂▁▁▂▁▂▁▂▂▁▂▁▁▂▂▁▂▁▂▂▁▁▂▁▂▁▂▂▁▂▁▁▂▂▁▂▁▂▂▁▁▂▁▂▁▂▂▁▂▁▁▂▂▁▂▁▂▂▁▁▂▁▂▁▂▂▁▂▁▁▂▂▁▂▁▂▂▁▁▂▁▂▁▂▂▁▂▁▁▂▂▁▂▁▂▂▁▁▂▁▂▁▂▂▁▂▁▁▂▂▁▂▁▂▂▁▁▂▁▂▁▂▂▁▂▁▁▂▂▁▂▁▂▂▁▁▂▁▂▁▂▂▁▂▁▁▂▂▁▂▁▂▂▁▁▂▁▂▁▂▂▁▂▁▁▂▂▁▂▁▂▂▁▁▂▁▂▁▂▂▁▂▁▁▂▂▁▂▁▂▂▁▁▂▁▂▁▂▂▁▂▁▁▂▂▁▂▁▂▂▁▁▂▁▂▁▂▂▁▂▁▁▂▂▁▂▁▂▂▁▁▂▁▂▁▂▂▁▂▁▁▂▂▁▂▁▂▂▁▁▂▁▂▁▂▂▁▂▁▁▂▂▁▂▁▂▂▁▁▂▁▂▁▂▂▁▂▁▁▂▂▁▂▁▂▂▁▁▂▁▂▁▂▂▁▂▁▁▂▂▁▂▁▂▂▁▁▂▁▂▁▂▂▁▂▁▁▂▂▁▂▁▂▂▁▁▂▁▂▁▂▂▁▂▁▁▂▂▁▂▁▂▂▁▁▂▁▂▁▂▂▁▂▁▁▂▂▁▂▁▂▂▁▁▂▁▂▁▂▂▁▂▁▁▂▂▁▂▁▂▂▁▁▂▁▂▁▂▂▁▂▁▁▂▂▁▂▁▂▂▁▁▂▁▂▁▂▂▁▂▁▁▂▂▁▂▁▂▂▁▁▂▁▂▁▂▂▁▂▁▁▂▂▁▂▁▂▂▁▁▂▁▂▁▂▂▁▂▁▁▂▂▁▂▁▂▂▁▁▂▁▂ (907, 1221, 1182, 1418)
signatory-name: Md Abid Hossain (1031, 543, 1113, 555)
page-number: ৫ (1159, 7, 1181, 45)
cell-id: 1140658 (655, 226, 720, 261)
signature-mark (453, 1795, 533, 1815)
